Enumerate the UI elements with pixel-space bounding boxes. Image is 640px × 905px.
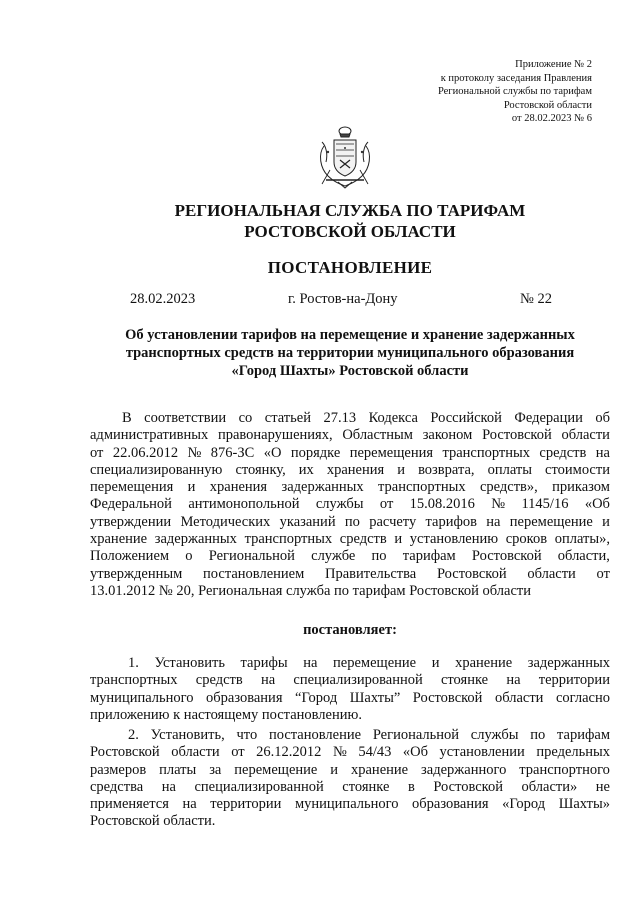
word: Ростовской (436, 565, 507, 582)
preamble-paragraph (90, 410, 610, 600)
word: по (344, 513, 360, 530)
word: стоянке (440, 672, 489, 689)
word: в (407, 778, 415, 795)
word: приказом (552, 479, 610, 496)
word: об (595, 410, 610, 426)
text-line: Ростовской области. (90, 813, 216, 830)
word: расчету (369, 513, 417, 530)
text-line (90, 531, 610, 548)
word: Федерации (514, 410, 583, 426)
word: постановление (268, 727, 362, 743)
text-line (90, 566, 610, 583)
word: Ростовской (433, 778, 503, 795)
word: области» (521, 778, 578, 795)
word: постановлением (203, 565, 305, 582)
document-city: г. Ростов-на-Дону (288, 291, 398, 307)
word: средства (90, 778, 144, 795)
word: 26.12.2012 (256, 744, 322, 761)
word: хранение (351, 761, 409, 778)
appendix-line: к протоколу заседания Правления (440, 72, 592, 84)
appendix-note (372, 58, 592, 126)
word: Методических (180, 513, 271, 530)
word: предельных (536, 744, 610, 761)
word: транспортных (378, 479, 466, 496)
word: хранение (455, 655, 513, 671)
word: средств (195, 672, 243, 689)
word: по (371, 548, 387, 565)
word: Кодекса (368, 410, 418, 426)
word: «Об (584, 496, 610, 513)
word: на (486, 513, 501, 530)
word: на (303, 655, 318, 671)
word: административных (90, 427, 209, 444)
word: тарифов (425, 513, 477, 530)
word: № (491, 496, 506, 513)
word: транспортных (244, 531, 333, 548)
word: и (394, 531, 403, 548)
word: «О (263, 444, 282, 461)
word: по (530, 727, 546, 743)
coat-of-arms-icon (316, 124, 374, 190)
word: 876-ЗС (210, 444, 255, 461)
word: службы (470, 727, 519, 743)
word: и (602, 513, 610, 530)
word: муниципального (294, 796, 399, 813)
text-line (90, 445, 610, 462)
word: размеров (90, 761, 147, 778)
word: Федеральной (90, 496, 172, 513)
word: стоянке (342, 778, 390, 795)
document-number: № 22 (520, 291, 552, 307)
word: перемещение (234, 761, 318, 778)
word: за (209, 761, 222, 778)
word: на (161, 778, 176, 795)
word: области (494, 689, 544, 706)
text-line (90, 410, 610, 427)
word: на (182, 796, 197, 813)
word: средств (539, 444, 587, 461)
word: Российской (430, 410, 502, 426)
word: 2. (128, 727, 139, 743)
word: от (231, 744, 245, 761)
text-line (90, 796, 610, 813)
appendix-line: Приложение № 2 (515, 59, 592, 70)
text-line (90, 462, 610, 479)
word: территории (210, 796, 282, 813)
word: перемещения (349, 444, 434, 461)
word: перемещения (90, 479, 174, 496)
word: области, (557, 548, 610, 565)
word: хранения (326, 461, 385, 478)
word: специализированной (293, 672, 423, 689)
word: тарифы (240, 655, 288, 671)
appendix-line: от 28.02.2023 № 6 (511, 113, 592, 124)
word: Установить (154, 655, 225, 671)
word: задержанного (421, 761, 507, 778)
word: применяется (90, 796, 169, 813)
text-line (90, 514, 610, 531)
subject-line: транспортных средств на территории муниципального образования (125, 345, 575, 361)
text-line: 13.01.2012 № 20, Региональная служба по тарифам Ростовской области (90, 582, 531, 599)
word: территории (538, 672, 610, 689)
word: оплаты (487, 461, 532, 478)
word: от (90, 444, 104, 461)
word: «Об (402, 744, 428, 761)
word: и (431, 655, 440, 671)
word: о (185, 548, 193, 565)
word: установлению (409, 531, 499, 548)
word: тарифам (557, 727, 610, 743)
word: перемещение (333, 655, 417, 671)
word: законом (422, 427, 473, 444)
text-line (90, 479, 610, 496)
word: Ростовской (471, 548, 542, 565)
word: Региональной (372, 727, 460, 743)
word: 27.13 (323, 410, 357, 426)
word: 1. (128, 655, 139, 671)
decree-word: постановляет: (303, 622, 397, 638)
word: специализированную (90, 461, 223, 478)
word: В (122, 410, 132, 426)
word: от (379, 496, 394, 513)
word: на (506, 672, 521, 689)
word: не (595, 778, 610, 795)
word: № (187, 444, 202, 461)
word: транспортных (442, 444, 530, 461)
word: Правительства (324, 565, 417, 582)
word: утверждении (90, 513, 172, 530)
word: 15.08.2016 (409, 496, 475, 513)
word: области (527, 565, 576, 582)
word: области (561, 427, 610, 444)
word: стоянку, (235, 461, 286, 478)
word: утвержденным (90, 565, 183, 582)
word: службе (311, 548, 356, 565)
word: Шахты» (558, 796, 610, 813)
word: сроков (505, 531, 548, 548)
word: транспортных (90, 672, 178, 689)
word: 22.06.2012 (112, 444, 179, 461)
word: Шахты” (349, 689, 401, 706)
word: от (596, 565, 610, 582)
word: и (187, 479, 196, 496)
word: возврата, (418, 461, 475, 478)
word: Положением (90, 548, 170, 565)
word: “Город (295, 689, 338, 706)
word: средств (339, 531, 387, 548)
word: и (397, 461, 405, 478)
word: Ростовской (90, 744, 160, 761)
word: транспортного (519, 761, 610, 778)
word: платы (159, 761, 197, 778)
word: на (260, 672, 276, 689)
word: установлении (439, 744, 525, 761)
word: оплаты», (554, 531, 610, 548)
word: специализированной (194, 778, 324, 795)
word: Ростовской (412, 689, 483, 706)
text-line (90, 548, 610, 565)
document-subject (90, 326, 610, 380)
word: соответствии (144, 410, 227, 426)
word: № (332, 744, 347, 761)
word: 1145/16 (521, 496, 569, 513)
appendix-line: Региональной службы по тарифам (437, 86, 592, 97)
text-line (90, 744, 610, 761)
word: задержанных (281, 479, 364, 496)
word: перемещение (509, 513, 593, 530)
word: Ростовской (482, 427, 552, 444)
subject-line: «Город Шахты» Ростовской области (231, 363, 469, 379)
word: образования (206, 689, 283, 706)
document-type: ПОСТАНОВЛЕНИЕ (267, 258, 433, 277)
word: указаний (279, 513, 336, 530)
word: Установить, (150, 727, 225, 743)
text-line (90, 779, 610, 796)
word: правонарушениях, (217, 427, 333, 444)
word: хранение (90, 531, 148, 548)
subject-line: Об установлении тарифов на перемещение и хранение задержанных (125, 327, 575, 343)
text-line (90, 496, 610, 513)
word: задержанных (154, 531, 237, 548)
document-date: 28.02.2023 (130, 291, 196, 307)
text-line (90, 427, 610, 444)
word: области (171, 744, 220, 761)
text-line (90, 672, 610, 689)
word: Региональной (208, 548, 295, 565)
text-line (90, 762, 610, 779)
organization-name (90, 200, 610, 242)
text-line (90, 727, 610, 744)
word: антимонопольной (188, 496, 300, 513)
word: образования (412, 796, 489, 813)
word: что (236, 727, 258, 743)
word: тарифам (402, 548, 456, 565)
word: статьей (264, 410, 311, 426)
item-2-paragraph (90, 727, 610, 831)
text-line (90, 655, 610, 672)
item-1-paragraph (90, 655, 610, 724)
appendix-line: Ростовской области (503, 99, 592, 111)
word: службы (315, 496, 364, 513)
word: задержанных (527, 655, 610, 671)
word: со (238, 410, 253, 426)
word: средств», (479, 479, 538, 496)
text-line: приложению к настоящему постановлению. (90, 706, 362, 723)
organization-line: РОСТОВСКОЙ ОБЛАСТИ (244, 222, 456, 241)
word: «Город (502, 796, 546, 813)
word: согласно (555, 689, 610, 706)
word: их (298, 461, 314, 478)
word: Областным (342, 427, 413, 444)
organization-line: РЕГИОНАЛЬНАЯ СЛУЖБА ПО ТАРИФАМ (174, 201, 526, 220)
text-line (90, 690, 610, 707)
word: муниципального (90, 689, 194, 706)
word: 54/43 (358, 744, 392, 761)
word: порядке (290, 444, 341, 461)
word: стоимости (545, 461, 610, 478)
word: и (330, 761, 339, 778)
word: на (595, 444, 610, 461)
word: хранения (209, 479, 268, 496)
